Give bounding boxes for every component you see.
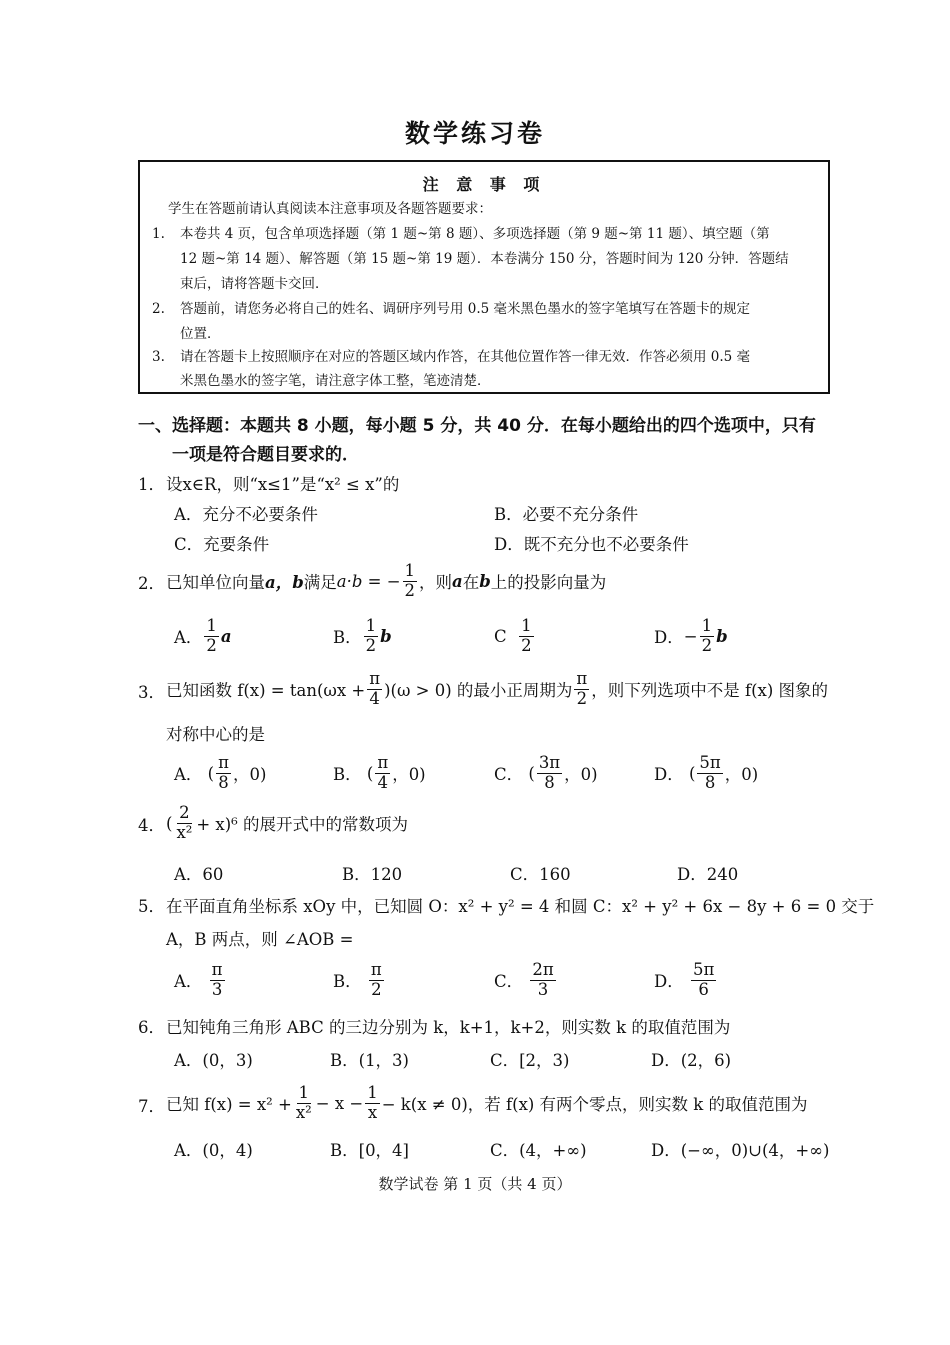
notice-item-3-line-1: 请在答题卡上按照顺序在对应的答题区域内作答，在其他位置作答一律无效．作答必须用 0.5 毫 [180, 349, 751, 365]
q5-option-d: D． $\frac{5\pi}{6}$ [654, 960, 715, 999]
q2-vector-b: b [479, 571, 491, 591]
q2-option-c: C $\frac{1}{2}$ [494, 616, 532, 655]
q3-option-a: A． ( $\frac{\pi}{8}$ ，0) [174, 753, 267, 792]
q2-vector-a: a [452, 571, 463, 591]
q3-pi-over-4: $\frac{\pi}{4}$ [369, 669, 381, 708]
q2-half-fraction: $\frac{1}{2}$ [404, 561, 416, 600]
q1-option-d: D．既不充分也不必要条件 [494, 535, 689, 554]
q2-number: 2． [138, 574, 165, 593]
q1-option-a: A．充分不必要条件 [174, 505, 318, 524]
q7-one-over-x: $\frac{1}{x}$ [367, 1083, 378, 1122]
q4-fraction: $\frac{2}{\text{x²}}$ [176, 803, 193, 842]
section-heading-line-1: 一、选择题：本题共 8 小题，每小题 5 分，共 40 分．在每小题给出的四个选项中，只有 [138, 416, 816, 436]
q5-number: 5． [138, 897, 165, 916]
q1-option-b: B．必要不充分条件 [494, 505, 639, 524]
notice-item-1-line-1: 本卷共 4 页，包含单项选择题（第 1 题~第 8 题）、多项选择题（第 9 题~第 11 题）、填空题（第 [180, 226, 770, 242]
q3-number: 3． [138, 683, 165, 702]
q6-stem: 已知钝角三角形 ABC 的三边分别为 k，k+1，k+2，则实数 k 的取值范围为 [166, 1018, 731, 1037]
q7-one-over-x2: $\frac{1}{\text{x²}}$ [295, 1083, 312, 1122]
q5-option-c: C． $\frac{2\pi}{3}$ [494, 960, 554, 999]
q3-stem-line-2: 对称中心的是 [166, 725, 265, 744]
page-title: 数学练习卷 [404, 119, 545, 148]
q5-option-b: B． $\frac{\pi}{2}$ [333, 960, 382, 999]
notice-item-3-num: 3. [152, 349, 165, 365]
q2-stem-pre: 已知单位向量 [166, 573, 265, 592]
q1-stem: 设x∈R，则“x≤1”是“x² ≤ x”的 [166, 475, 400, 494]
q2-vectors: a，b [265, 573, 304, 592]
q3-option-b: B． ( $\frac{\pi}{4}$ ，0) [333, 753, 426, 792]
q5-option-a: A． $\frac{\pi}{3}$ [174, 960, 223, 999]
q3-option-d: D． ( $\frac{5\pi}{8}$ ，0) [654, 753, 759, 792]
notice-box [138, 160, 830, 394]
page-footer: 数学试卷 第 1 页（共 4 页） [378, 1175, 572, 1193]
q2-stem-post-1: ，则 [419, 573, 453, 592]
q1-number: 1． [138, 475, 165, 494]
q7-stem: 已知 f(x) = x² + $\frac{1}{\text{x²}}$ − x − $\frac{1}{x}$ − k(x ≠ 0)，若 f(x) 有两个零点，则实数 k 的取值范围为 [166, 1083, 808, 1122]
q3-stem: 已知函数 f(x) = tan(ωx + $\frac{\pi}{4}$ )(ω > 0) 的最小正周期为 $\frac{\pi}{2}$ ，则下列选项中不是 f(x) 图象的 [166, 669, 829, 708]
q5-stem-line-2: A，B 两点，则 ∠AOB = [166, 930, 354, 949]
q6-option-d: D．(2，6) [651, 1051, 732, 1070]
q2-stem-post-2: 在 [462, 573, 480, 592]
q6-number: 6． [138, 1018, 165, 1037]
q1-option-c: C．充要条件 [174, 535, 270, 554]
notice-item-1-line-2: 12 题~第 14 题）、解答题（第 15 题~第 19 题）．本卷满分 150 分，答题时间为 120 分钟．答题结 [180, 251, 789, 267]
q4-option-b: B．120 [342, 865, 403, 884]
q2-dot-product: a·b = − [336, 571, 401, 591]
q4-option-a: A．60 [174, 865, 224, 884]
q2-stem-mid: 满足 [303, 573, 337, 592]
q2-stem [166, 558, 606, 604]
q2-option-d: D． − $\frac{1}{2}$ b [654, 616, 728, 655]
notice-heading: 注 意 事 项 [422, 175, 546, 194]
notice-item-1-num: 1. [152, 226, 165, 242]
q4-option-d: D．240 [677, 865, 739, 884]
q7-option-a: A．(0，4) [174, 1141, 253, 1160]
q2-option-a: A． $\frac{1}{2}$ a [174, 616, 232, 655]
notice-intro: 学生在答题前请认真阅读本注意事项及各题答题要求： [168, 201, 492, 217]
notice-item-2-line-2: 位置． [180, 326, 221, 342]
q7-option-c: C．(4，+∞) [490, 1141, 587, 1160]
q6-option-a: A．(0，3) [174, 1051, 253, 1070]
q2-stem-post-3: 上的投影向量为 [490, 573, 607, 592]
q4-number: 4． [138, 816, 165, 835]
q3-pi-over-2: $\frac{\pi}{2}$ [576, 669, 588, 708]
notice-item-2-num: 2. [152, 301, 165, 317]
q6-option-c: C．[2，3) [490, 1051, 570, 1070]
q7-option-d: D．(−∞，0)∪(4，+∞) [651, 1141, 830, 1160]
notice-item-2-line-1: 答题前，请您务必将自己的姓名、调研序列号用 0.5 毫米黑色墨水的签字笔填写在答题卡的规定 [180, 301, 751, 317]
notice-item-1-line-3: 束后，请将答题卡交回． [180, 276, 329, 292]
q4-option-c: C．160 [510, 865, 571, 884]
q7-number: 7． [138, 1097, 165, 1116]
q5-stem-line-1: 在平面直角坐标系 xOy 中，已知圆 O：x² + y² = 4 和圆 C：x² + y² + 6x − 8y + 6 = 0 交于 [166, 897, 875, 916]
notice-item-3-line-2: 米黑色墨水的签字笔，请注意字体工整，笔迹清楚． [180, 373, 491, 389]
q7-option-b: B．[0，4] [330, 1141, 409, 1160]
q2-option-b: B． $\frac{1}{2}$ b [333, 616, 392, 655]
q6-option-b: B．(1，3) [330, 1051, 409, 1070]
q3-option-c: C． ( $\frac{3\pi}{8}$ ，0) [494, 753, 598, 792]
q4-stem: ( $\frac{2}{\text{x²}}$ + x)⁶ 的展开式中的常数项为 [166, 803, 409, 842]
section-heading-line-2: 一项是符合题目要求的． [172, 445, 359, 465]
